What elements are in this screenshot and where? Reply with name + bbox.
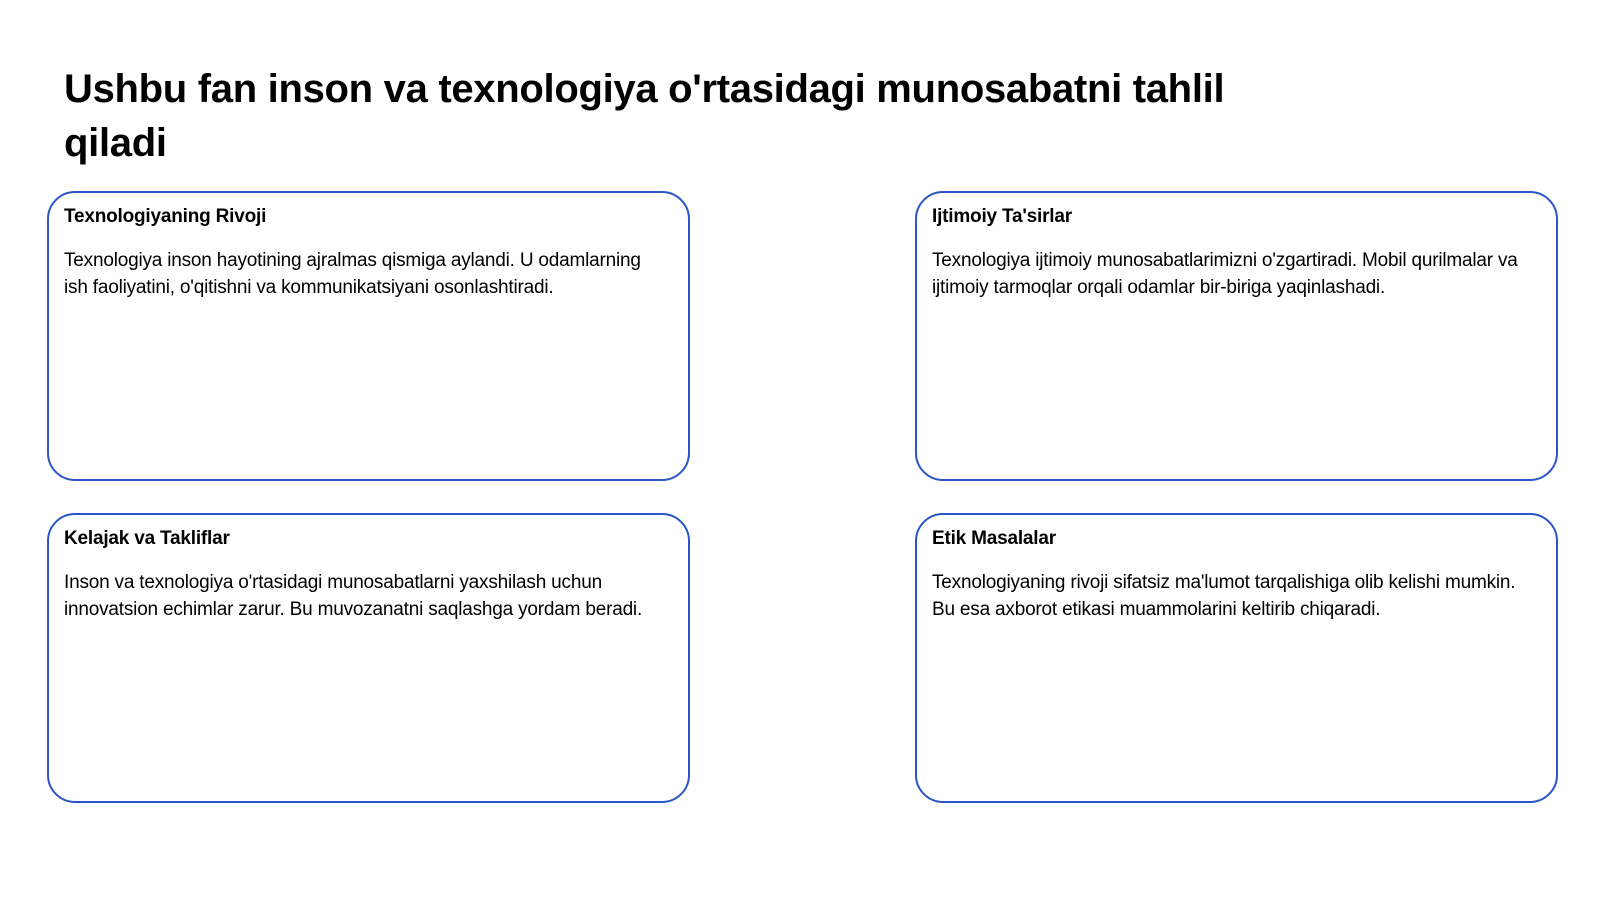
card-text: Texnologiya ijtimoiy munosabatlarimizni o'zgartiradi. Mobil qurilmalar va ijtimoiy tarmoqlar orqali odamlar bir-biriga yaqinlashadi. xyxy=(932,250,1518,298)
card-title: Texnologiyaning Rivoji xyxy=(64,206,267,227)
card-ijtimoiy-tasirlar xyxy=(915,191,1558,481)
card-title: Kelajak va Takliflar xyxy=(64,528,230,549)
card-etik-masalalar xyxy=(915,513,1558,803)
card-title: Etik Masalalar xyxy=(932,528,1056,549)
slide-title: Ushbu fan inson va texnologiya o'rtasidagi munosabatni tahlil qiladi xyxy=(64,67,1225,165)
card-title: Ijtimoiy Ta'sirlar xyxy=(932,206,1072,227)
card-kelajak-va-takliflar xyxy=(47,513,690,803)
card-text: Texnologiyaning rivoji sifatsiz ma'lumot tarqalishiga olib kelishi mumkin. Bu esa axborot etikasi muammolarini keltirib chiqaradi. xyxy=(932,572,1516,620)
card-text: Texnologiya inson hayotining ajralmas qismiga aylandi. U odamlarning ish faoliyatini, o'qitishni va kommunikatsiyani osonlashtiradi. xyxy=(64,250,641,298)
card-texnologiyaning-rivoji xyxy=(47,191,690,481)
card-text: Inson va texnologiya o'rtasidagi munosabatlarni yaxshilash uchun innovatsion echimlar zarur. Bu muvozanatni saqlashga yordam beradi. xyxy=(64,572,643,620)
